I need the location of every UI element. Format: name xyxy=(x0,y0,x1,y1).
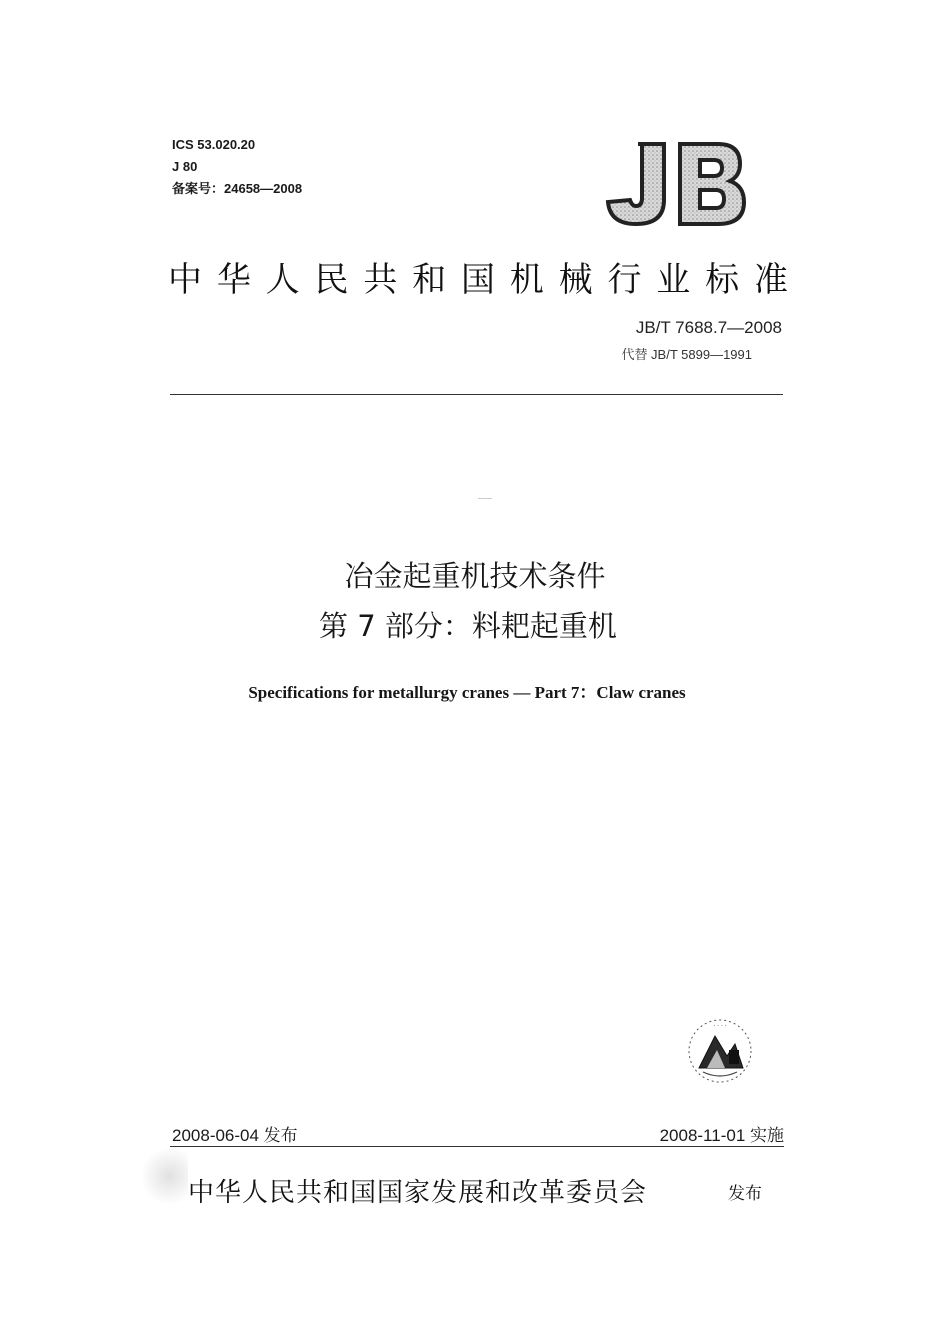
org-title-char: 国 xyxy=(460,260,495,300)
org-title-char: 械 xyxy=(558,260,593,300)
org-title-char: 业 xyxy=(656,260,691,300)
cn-title-line2: 第 7 部分：料耙起重机 xyxy=(319,609,617,643)
issuing-authority: 中华人民共和国国家发展和改革委员会 xyxy=(188,1178,648,1208)
class-code: J 80 xyxy=(172,159,198,174)
en-title: Specifications for metallurgy cranes — Part 7：Claw cranes xyxy=(248,683,686,702)
filing-number: 备案号：24658—2008 xyxy=(172,181,303,196)
org-title-char: 共 xyxy=(363,260,398,300)
org-title xyxy=(168,252,788,301)
org-title-char: 和 xyxy=(412,260,447,300)
org-title-char: 行 xyxy=(607,260,642,300)
org-title-char: 人 xyxy=(265,260,300,300)
bottom-divider xyxy=(170,1146,784,1147)
org-title-char: 民 xyxy=(314,260,349,300)
publisher-seal-icon xyxy=(685,1016,755,1086)
issuer-tag: 发布 xyxy=(728,1184,762,1204)
org-title-char: 机 xyxy=(509,260,544,300)
org-title-char: 标 xyxy=(705,260,740,300)
effective-date: 2008-11-01 实施 xyxy=(659,1126,784,1145)
org-title-char: 华 xyxy=(216,260,251,300)
standard-number: JB/T 7688.7—2008 xyxy=(635,318,782,337)
scan-speck xyxy=(478,498,492,499)
ics-code: ICS 53.020.20 xyxy=(172,137,256,152)
jb-logo xyxy=(600,138,750,230)
cn-title-line1: 冶金起重机技术条件 xyxy=(344,559,606,593)
org-title-char: 准 xyxy=(753,260,788,300)
publish-date: 2008-06-04 发布 xyxy=(172,1126,298,1145)
replaces-standard: 代替 JB/T 5899—1991 xyxy=(621,347,752,362)
svg-text:· · · ·: · · · · xyxy=(713,1023,727,1030)
scan-shadow xyxy=(142,1145,188,1207)
org-title-char: 中 xyxy=(168,260,202,300)
top-divider xyxy=(170,394,783,395)
